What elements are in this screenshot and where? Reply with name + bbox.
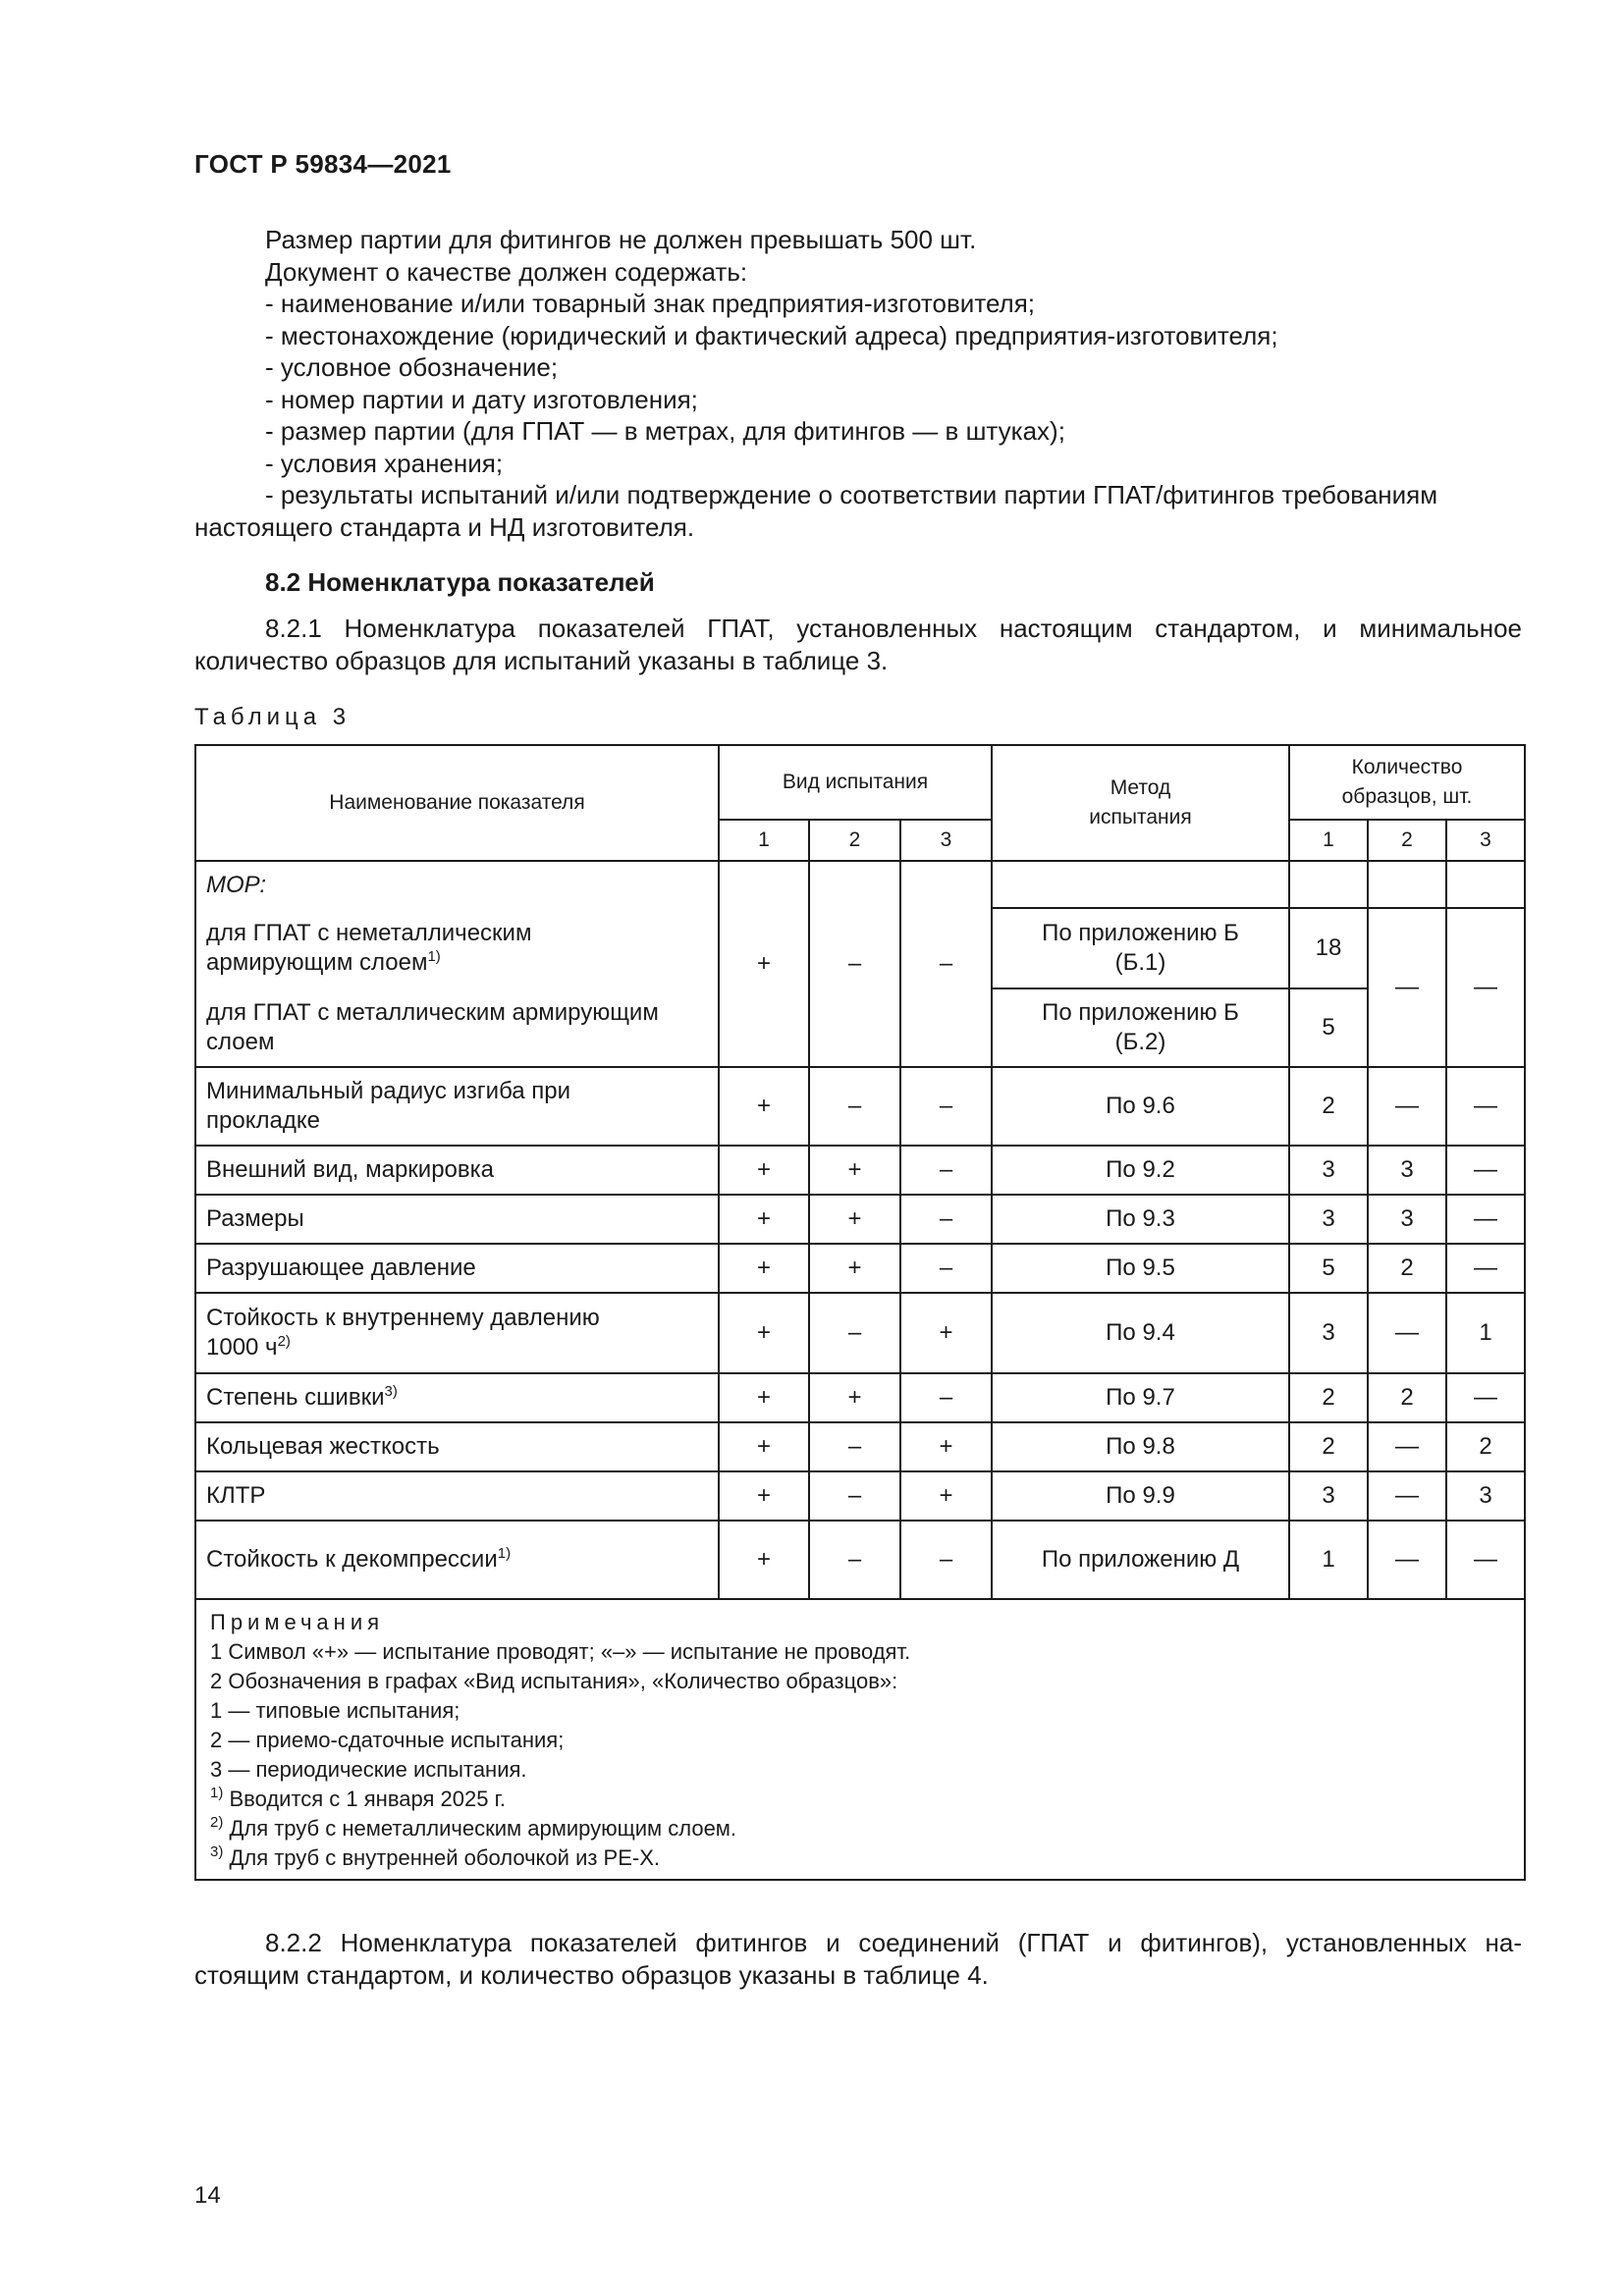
row-test-3: – <box>900 1521 992 1599</box>
mop-sub1-name <box>195 908 719 988</box>
row-test-1: + <box>719 1422 809 1471</box>
row-name: КЛТР <box>195 1471 719 1521</box>
row-test-2: + <box>809 1244 900 1293</box>
row-name <box>195 1373 719 1422</box>
row-count-2: 3 <box>1368 1146 1446 1195</box>
row-count-1: 2 <box>1289 1422 1368 1471</box>
row-name-line: Минимальный радиус изгиба при <box>206 1078 571 1104</box>
mop-sub1-count-1: 18 <box>1289 908 1368 988</box>
section-title: 8.2 Номенклатура показателей <box>265 567 655 597</box>
header-sample-count <box>1289 745 1525 820</box>
row-count-3: — <box>1446 1244 1525 1293</box>
mop-sub1-method-line: (Б.1) <box>1114 949 1166 976</box>
row-test-3: + <box>900 1293 992 1373</box>
footnote-line <box>210 1814 1510 1843</box>
row-method: По 9.9 <box>992 1471 1289 1521</box>
intro-line: - условное обозначение; <box>265 352 559 382</box>
header-method <box>992 745 1289 861</box>
table-row <box>195 1244 1525 1293</box>
table-header-row <box>195 745 1525 820</box>
note-line: 2 Обозначения в графах «Вид испытания», «Количество образцов»: <box>210 1669 898 1693</box>
row-count-3: 2 <box>1446 1422 1525 1471</box>
row-test-3: – <box>900 1067 992 1146</box>
header-count-line: образцов, шт. <box>1341 785 1473 808</box>
row-count-1: 3 <box>1289 1195 1368 1244</box>
table-row <box>195 1521 1525 1599</box>
row-method: По 9.6 <box>992 1067 1289 1146</box>
row-name <box>195 1293 719 1373</box>
row-count-1: 2 <box>1289 1373 1368 1422</box>
row-method: По 9.4 <box>992 1293 1289 1373</box>
intro-block <box>194 224 1522 543</box>
header-test-1: 1 <box>719 820 809 861</box>
row-name: Разрушающее давление <box>195 1244 719 1293</box>
header-test-2: 2 <box>809 820 900 861</box>
note-line: 1 Символ «+» — испытание проводят; «–» — испытание не проводят. <box>210 1639 911 1664</box>
row-count-1: 1 <box>1289 1521 1368 1599</box>
row-test-2: – <box>809 1521 900 1599</box>
row-test-2: – <box>809 1067 900 1146</box>
row-method: По 9.5 <box>992 1244 1289 1293</box>
row-count-2: — <box>1368 1067 1446 1146</box>
header-count-3: 3 <box>1446 820 1525 861</box>
header-count-1: 1 <box>1289 820 1368 861</box>
intro-line: - наименование и/или товарный знак предприятия-изготовителя; <box>265 289 1036 318</box>
row-method: По приложению Д <box>992 1521 1289 1599</box>
row-count-2: — <box>1368 1521 1446 1599</box>
footnote-line <box>210 1785 1510 1814</box>
intro-line: - размер партии (для ГПАТ — в метрах, для фитингов — в штуках); <box>265 416 1065 446</box>
footnote-marker: 2) <box>277 1333 291 1350</box>
row-test-1: + <box>719 1521 809 1599</box>
row-test-3: – <box>900 1244 992 1293</box>
row-test-1: + <box>719 1067 809 1146</box>
header-test-type: Вид испытания <box>719 745 992 820</box>
row-method: По 9.7 <box>992 1373 1289 1422</box>
mop-sub2-method <box>992 988 1289 1067</box>
paragraph-line: 8.2.2 Номенклатура показателей фитингов и соединений (ГПАТ и фитингов), установленных на- <box>265 1928 1522 1957</box>
mop-count-2: — <box>1368 908 1446 1067</box>
mop-sub1-line: армирующим слоем <box>206 949 428 976</box>
footnote-marker: 2) <box>210 1814 224 1831</box>
header-count-2: 2 <box>1368 820 1446 861</box>
row-name: Кольцевая жесткость <box>195 1422 719 1471</box>
notes-title: Примечания <box>210 1610 385 1634</box>
paragraph-line: стоящим стандартом, и количество образцов указаны в таблице 4. <box>194 1959 989 1990</box>
note-line: 1 — типовые испытания; <box>210 1698 460 1723</box>
footnote-text: Для труб с внутренней оболочкой из PE-X. <box>223 1845 661 1870</box>
row-test-3: – <box>900 1195 992 1244</box>
table-caption: Таблица 3 <box>194 704 352 730</box>
row-count-2: — <box>1368 1293 1446 1373</box>
note-line: 3 — периодические испытания. <box>210 1757 527 1782</box>
document-code-header: ГОСТ Р 59834—2021 <box>194 149 452 179</box>
row-name <box>195 1067 719 1146</box>
row-count-3: — <box>1446 1146 1525 1195</box>
mop-test-1: + <box>719 861 809 1067</box>
intro-line: Размер партии для фитингов не должен превышать 500 шт. <box>265 225 977 254</box>
row-method: По 9.2 <box>992 1146 1289 1195</box>
row-test-2: – <box>809 1422 900 1471</box>
row-test-1: + <box>719 1293 809 1373</box>
footnote-marker: 1) <box>210 1785 224 1801</box>
row-name-line: прокладке <box>206 1107 320 1134</box>
intro-line: - результаты испытаний и/или подтверждение о соответствии партии ГПАТ/фитингов требованиям <box>265 480 1438 509</box>
mop-test-2: – <box>809 861 900 1067</box>
table-row <box>195 1471 1525 1521</box>
mop-count-empty <box>1368 861 1446 908</box>
mop-count-empty <box>1289 861 1368 908</box>
mop-count-empty <box>1446 861 1525 908</box>
row-name <box>195 1521 719 1599</box>
table-row <box>195 1373 1525 1422</box>
footnote-text: Для труб с неметаллическим армирующим слоем. <box>223 1816 737 1841</box>
table-row <box>195 1422 1525 1471</box>
row-count-1: 3 <box>1289 1146 1368 1195</box>
row-test-2: + <box>809 1146 900 1195</box>
mop-count-3: — <box>1446 908 1525 1067</box>
row-name-text: Степень сшивки <box>206 1384 385 1411</box>
footnote-line <box>210 1843 1510 1873</box>
mop-method-empty <box>992 861 1289 908</box>
mop-sub1-method-line: По приложению Б <box>1042 920 1239 946</box>
intro-line: Документ о качестве должен содержать: <box>265 256 748 287</box>
mop-sub2-line: для ГПАТ с металлическим армирующим <box>206 998 659 1026</box>
note-line: 2 — приемо-сдаточные испытания; <box>210 1728 565 1752</box>
row-count-2: 3 <box>1368 1195 1446 1244</box>
table-row-mop-label <box>195 861 1525 908</box>
intro-line: настоящего стандарта и НД изготовителя. <box>194 511 695 542</box>
row-count-3: — <box>1446 1373 1525 1422</box>
mop-sub2-line: слоем <box>206 1028 275 1055</box>
footnote-marker: 1) <box>497 1545 512 1562</box>
row-test-3: – <box>900 1373 992 1422</box>
row-test-2: + <box>809 1373 900 1422</box>
row-count-1: 3 <box>1289 1471 1368 1521</box>
header-method-line: испытания <box>1089 806 1192 828</box>
row-name-line: Стойкость к внутреннему давлению <box>206 1305 600 1331</box>
row-count-3: — <box>1446 1195 1525 1244</box>
row-test-1: + <box>719 1146 809 1195</box>
header-count-line: Количество <box>1351 756 1463 778</box>
header-method-line: Метод <box>1110 776 1171 799</box>
intro-line: - условия хранения; <box>265 448 504 478</box>
mop-label-text: МОР: <box>206 871 267 898</box>
table-notes-row <box>195 1599 1525 1880</box>
row-count-1: 3 <box>1289 1293 1368 1373</box>
intro-line: - местонахождение (юридический и фактический адреса) предприятия-изготовителя; <box>265 320 1278 350</box>
row-count-3: 1 <box>1446 1293 1525 1373</box>
mop-sub2-count-1: 5 <box>1289 988 1368 1067</box>
table-notes <box>195 1599 1525 1880</box>
row-test-3: + <box>900 1422 992 1471</box>
row-test-1: + <box>719 1195 809 1244</box>
row-count-2: — <box>1368 1422 1446 1471</box>
table-row <box>195 1195 1525 1244</box>
row-test-1: + <box>719 1471 809 1521</box>
row-method: По 9.8 <box>992 1422 1289 1471</box>
row-test-1: + <box>719 1244 809 1293</box>
row-count-1: 2 <box>1289 1067 1368 1146</box>
section-paragraph <box>194 613 1522 676</box>
mop-label <box>195 861 719 908</box>
intro-line: - номер партии и дату изготовления; <box>265 384 698 414</box>
table-row <box>195 1067 1525 1146</box>
row-count-3: — <box>1446 1067 1525 1146</box>
mop-sub2-method-line: (Б.2) <box>1114 1029 1166 1055</box>
paragraph-line: количество образцов для испытаний указаны в таблице 3. <box>194 645 889 675</box>
closing-paragraph <box>194 1927 1522 1991</box>
mop-sub2-name <box>195 988 719 1067</box>
mop-sub1-line: для ГПАТ с неметаллическим <box>206 920 532 946</box>
page-number: 14 <box>194 2182 221 2209</box>
row-count-2: — <box>1368 1471 1446 1521</box>
row-test-2: + <box>809 1195 900 1244</box>
row-count-1: 5 <box>1289 1244 1368 1293</box>
row-count-2: 2 <box>1368 1244 1446 1293</box>
row-name: Внешний вид, маркировка <box>195 1146 719 1195</box>
paragraph-line: 8.2.1 Номенклатура показателей ГПАТ, установленных настоящим стандартом, и минимальное <box>265 614 1522 643</box>
row-name: Размеры <box>195 1195 719 1244</box>
header-test-3: 3 <box>900 820 992 861</box>
row-count-3: — <box>1446 1521 1525 1599</box>
table-row <box>195 1146 1525 1195</box>
row-test-3: + <box>900 1471 992 1521</box>
row-count-2: 2 <box>1368 1373 1446 1422</box>
row-test-2: – <box>809 1471 900 1521</box>
row-name-text: Стойкость к декомпрессии <box>206 1546 498 1573</box>
footnote-marker: 3) <box>210 1843 224 1860</box>
row-test-2: – <box>809 1293 900 1373</box>
row-name-line: 1000 ч <box>206 1334 278 1361</box>
table-row <box>195 1293 1525 1373</box>
table-3 <box>194 744 1526 1881</box>
footnote-text: Вводится с 1 января 2025 г. <box>223 1787 507 1811</box>
row-count-3: 3 <box>1446 1471 1525 1521</box>
row-test-1: + <box>719 1373 809 1422</box>
mop-sub2-method-line: По приложению Б <box>1042 999 1239 1026</box>
footnote-marker: 3) <box>384 1383 398 1400</box>
footnote-marker: 1) <box>427 948 441 965</box>
header-name: Наименование показателя <box>195 745 719 861</box>
row-test-3: – <box>900 1146 992 1195</box>
row-method: По 9.3 <box>992 1195 1289 1244</box>
mop-sub1-method <box>992 908 1289 988</box>
mop-test-3: – <box>900 861 992 1067</box>
